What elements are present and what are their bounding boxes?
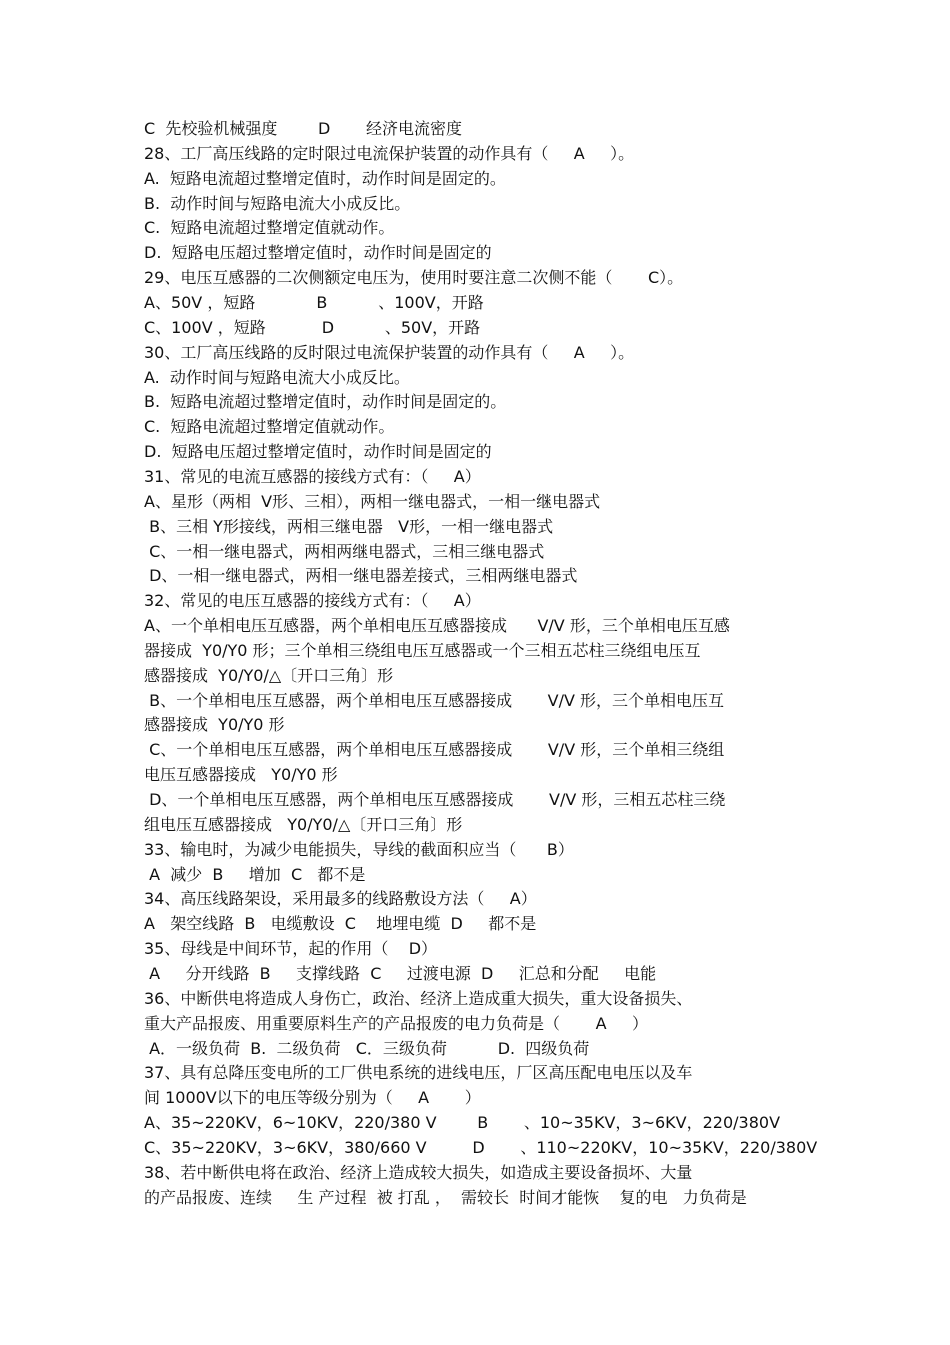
text-line: 34、高压线路架设，采用最多的线路敷设方法（ A） — [144, 889, 537, 909]
text-line: 31、常见的电流互感器的接线方式有：（ A） — [144, 466, 481, 486]
text-line: A、35~220KV，6~10KV，220/380 V B 、10~35KV，3~6KV，220/380V — [144, 1113, 781, 1132]
text-line: 36、中断供电将造成人身伤亡，政治、经济上造成重大损失，重大设备损失、 — [144, 988, 693, 1008]
text-line: 32、常见的电压互感器的接线方式有：（ A） — [144, 591, 481, 611]
text-line: 组电压互感器接成 Y0/Y0/△〔开口三角〕形 — [144, 814, 463, 834]
text-line: B、三相 Y形接线，两相三继电器 V形，一相一继电器式 — [144, 516, 554, 536]
text-line: C、一相一继电器式，两相两继电器式，三相三继电器式 — [144, 541, 545, 561]
text-line: 35、母线是中间环节，起的作用（ D） — [144, 939, 438, 959]
text-line: C、35~220KV，3~6KV，380/660 V D 、110~220KV，10~35KV，220/380V — [144, 1137, 818, 1157]
text-line: 30、工厂高压线路的反时限过电流保护装置的动作具有（ A ）。 — [144, 342, 635, 362]
text-line: 37、具有总降压变电所的工厂供电系统的进线电压，厂区高压配电电压以及车 — [144, 1063, 693, 1083]
text-line: A、一个单相电压互感器，两个单相电压互感器接成 V/V 形，三个单相电压互感 — [144, 616, 730, 635]
text-line: A 架空线路 B 电缆敷设 C 地埋电缆 D 都不是 — [144, 914, 537, 934]
text-line: B. 短路电流超过整增定值时，动作时间是固定的。 — [144, 392, 507, 412]
text-line: 28、工厂高压线路的定时限过电流保护装置的动作具有（ A ）。 — [144, 143, 635, 163]
text-line: A. 动作时间与短路电流大小成反比。 — [144, 367, 410, 387]
text-line: 38、若中断供电将在政治、经济上造成较大损失，如造成主要设备损坏、大量 — [144, 1162, 693, 1182]
text-line: D、一相一继电器式，两相一继电器差接式，三相两继电器式 — [144, 566, 578, 586]
text-line: C. 短路电流超过整增定值就动作。 — [144, 218, 395, 238]
text-line: D. 短路电压超过整增定值时，动作时间是固定的 — [144, 243, 492, 263]
text-line: 29、电压互感器的二次侧额定电压为，使用时要注意二次侧不能（ C）。 — [144, 268, 684, 288]
text-line: 器接成 Y0/Y0 形；三个单相三绕组电压互感器或一个三相五芯柱三绕组电压互 — [144, 640, 701, 660]
text-line: A 减少 B 增加 C 都不是 — [144, 864, 366, 884]
text-line: D. 短路电压超过整增定值时，动作时间是固定的 — [144, 442, 492, 462]
text-line: C 先校验机械强度 D 经济电流密度 — [144, 119, 462, 138]
text-line: A．一级负荷 B. 二级负荷 C．三级负荷 D. 四级负荷 — [144, 1038, 590, 1058]
text-line: C. 短路电流超过整增定值就动作。 — [144, 417, 395, 437]
text-line: 间 1000V以下的电压等级分别为（ A ） — [144, 1088, 481, 1108]
text-line: D、一个单相电压互感器，两个单相电压互感器接成 V/V 形，三相五芯柱三绕 — [144, 790, 726, 809]
text-line: A、50V ，短路 B 、100V，开路 — [144, 293, 484, 312]
text-line: 感器接成 Y0/Y0/△〔开口三角〕形 — [144, 665, 394, 685]
text-line: 感器接成 Y0/Y0 形 — [144, 715, 285, 735]
text-line: 电压互感器接成 Y0/Y0 形 — [144, 765, 338, 785]
text-line: C、一个单相电压互感器，两个单相电压互感器接成 V/V 形，三个单相三绕组 — [144, 740, 725, 760]
text-line: 的产品报废、连续 生 产过程 被 打乱 ， 需较长 时间才能恢 复的电 力负荷是 — [144, 1187, 747, 1207]
text-line: B. 动作时间与短路电流大小成反比。 — [144, 193, 411, 213]
text-line: 重大产品报废、用重要原料生产的产品报废的电力负荷是（ A ） — [144, 1013, 648, 1033]
text-line: C、100V ，短路 D 、50V，开路 — [144, 317, 481, 337]
text-line: 33、输电时，为减少电能损失，导线的截面积应当（ B） — [144, 839, 574, 859]
text-line: B、一个单相电压互感器，两个单相电压互感器接成 V/V 形，三个单相电压互 — [144, 690, 725, 710]
text-line: A、星形（两相 V形、三相），两相一继电器式，一相一继电器式 — [144, 491, 601, 511]
text-line: A. 短路电流超过整增定值时，动作时间是固定的。 — [144, 168, 506, 188]
text-line: A 分开线路 B 支撑线路 C 过渡电源 D 汇总和分配 电能 — [144, 963, 657, 983]
